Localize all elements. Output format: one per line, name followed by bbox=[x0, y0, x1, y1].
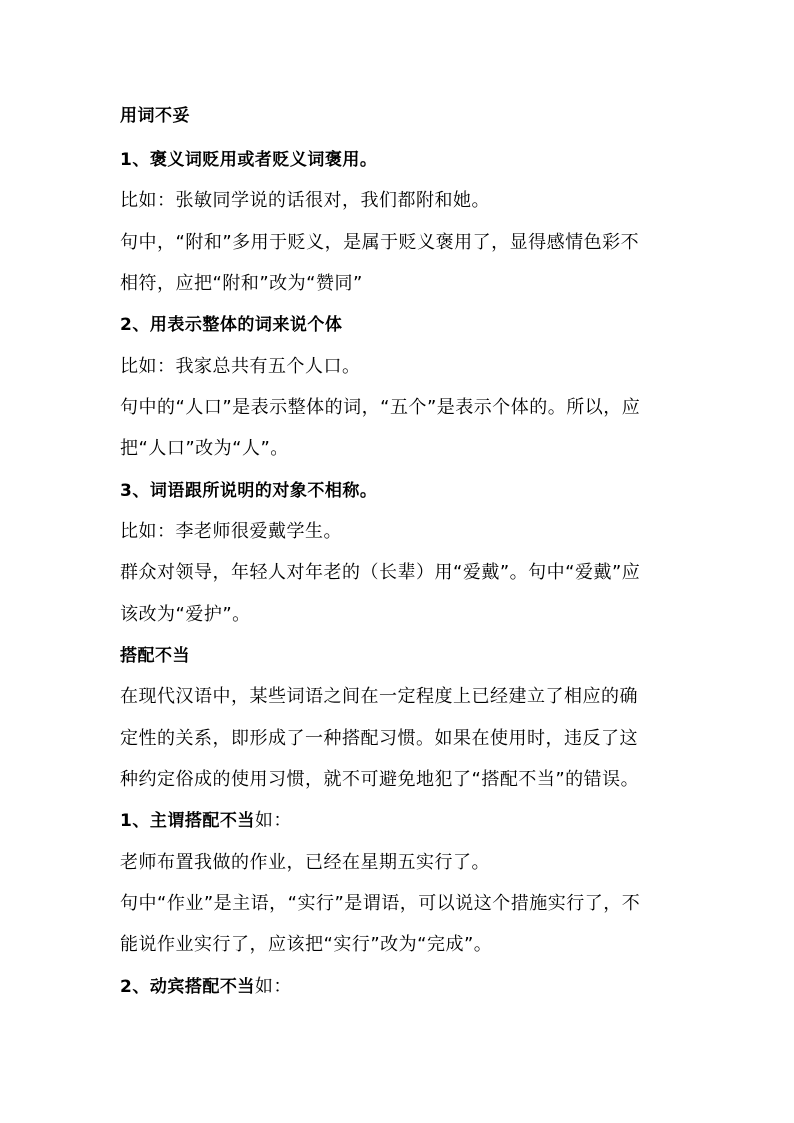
item-title-3: 3、词语跟所说明的对象不相称。 bbox=[120, 481, 378, 501]
item-title-5 bbox=[120, 975, 680, 999]
item-example-3: 比如：李老师很爱戴学生。 bbox=[120, 521, 342, 542]
item-explanation-3-line-2: 该改为“爱护”。 bbox=[120, 604, 251, 625]
item-explanation-1-line-1: 句中，“附和”多用于贬义，是属于贬义褒用了，显得感情色彩不 bbox=[120, 232, 640, 253]
item-explanation-4-line-2: 能说作业实行了，应该把“实行”改为“完成”。 bbox=[120, 934, 493, 955]
item-title-4-tail: 如： bbox=[254, 810, 292, 831]
intro-line-3: 种约定俗成的使用习惯，就不可避免地犯了“搭配不当”的错误。 bbox=[120, 769, 640, 790]
item-example-1: 比如：张敏同学说的话很对，我们都附和她。 bbox=[120, 190, 490, 211]
item-title-4 bbox=[120, 809, 680, 833]
item-explanation-4-line-1: 句中“作业”是主语，“实行”是谓语，可以说这个措施实行了，不 bbox=[120, 893, 641, 914]
item-explanation-2-line-1: 句中的“人口”是表示整体的词，“五个”是表示个体的。所以，应 bbox=[120, 397, 641, 418]
section-heading-collocation: 搭配不当 bbox=[120, 646, 190, 666]
item-title-2: 2、用表示整体的词来说个体 bbox=[120, 315, 343, 335]
intro-line-2: 定性的关系，即形成了一种搭配习惯。如果在使用时，违反了这 bbox=[120, 728, 638, 749]
item-example-2: 比如：我家总共有五个人口。 bbox=[120, 356, 361, 377]
item-title-5-tail: 如： bbox=[254, 976, 292, 997]
item-title-5-bold: 2、动宾搭配不当 bbox=[120, 977, 255, 997]
intro-line-1: 在现代汉语中，某些词语之间在一定程度上已经建立了相应的确 bbox=[120, 686, 638, 707]
item-explanation-3-line-1: 群众对领导，年轻人对年老的（长辈）用“爱戴”。句中“爱戴”应 bbox=[120, 562, 641, 583]
section-heading-word-misuse: 用词不妥 bbox=[120, 106, 190, 126]
item-title-1: 1、褒义词贬用或者贬义词褒用。 bbox=[120, 150, 378, 170]
item-title-4-bold: 1、主谓搭配不当 bbox=[120, 811, 255, 831]
item-explanation-2-line-2: 把“人口”改为“人”。 bbox=[120, 438, 289, 459]
item-example-4: 老师布置我做的作业，已经在星期五实行了。 bbox=[120, 852, 490, 873]
item-explanation-1-line-2: 相符，应把“附和”改为“赞同” bbox=[120, 273, 363, 294]
